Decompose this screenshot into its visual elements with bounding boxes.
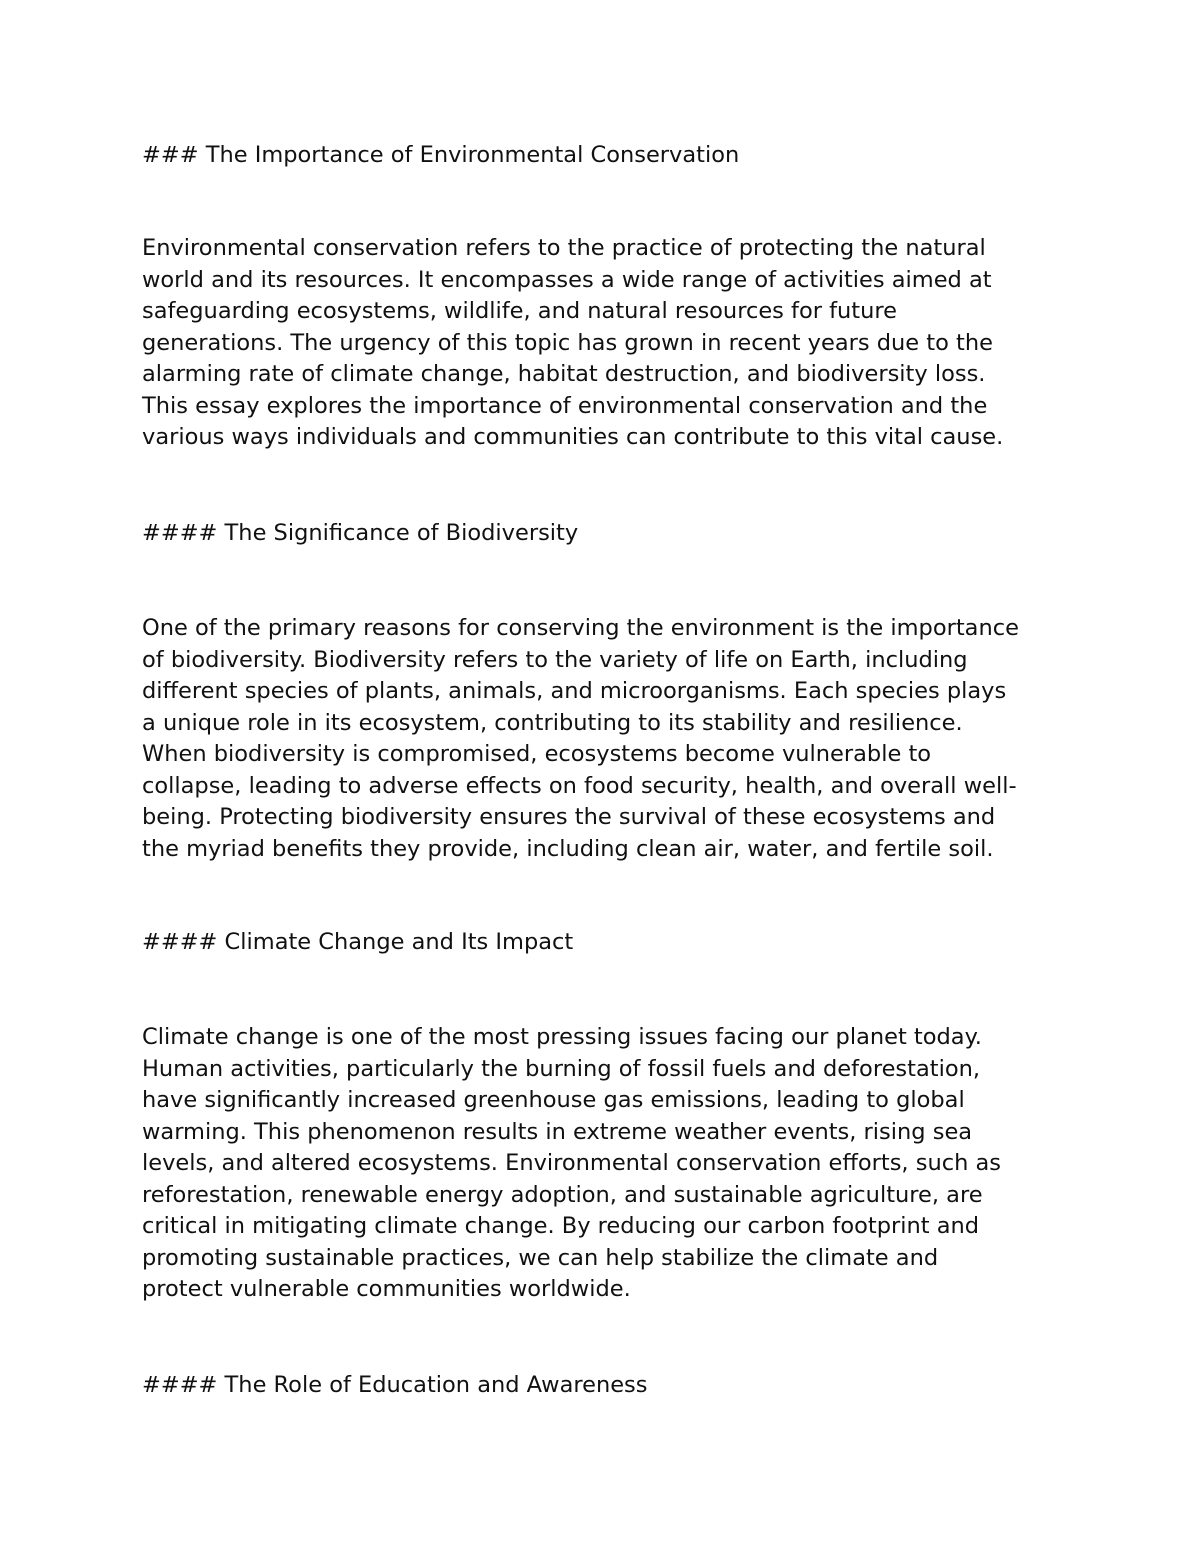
section-heading-biodiversity: #### The Significance of Biodiversity — [142, 520, 579, 546]
section-heading-importance: ### The Importance of Environmental Conservation — [142, 142, 740, 168]
biodiversity-paragraph: One of the primary reasons for conserving the environment is the importance of biodiversity. Biodiversity refers to the variety of life on Earth, including different species of plants, animals, and microorganisms. Each species plays a unique role in its ecosystem, contributing to its stability and resilience. When biodiversity is compromised, ecosystems become vulnerable to collapse, leading to adverse effects on food security, health, and overall well- being. Protecting biodiversity ensures the survival of these ecosystems and the myriad benefits they provide, including clean air, water, and fertile soil. — [142, 615, 1019, 862]
section-heading-climate-change: #### Climate Change and Its Impact — [142, 929, 574, 955]
climate-change-paragraph: Climate change is one of the most pressing issues facing our planet today. Human activities, particularly the burning of fossil fuels and deforestation, have significantly increased greenhouse gas emissions, leading to global warming. This phenomenon results in extreme weather events, rising sea levels, and altered ecosystems. Environmental conservation efforts, such as reforestation, renewable energy adoption, and sustainable agriculture, are critical in mitigating climate change. By reducing our carbon footprint and promoting sustainable practices, we can help stabilize the climate and protect vulnerable communities worldwide. — [142, 1024, 1002, 1302]
intro-paragraph: Environmental conservation refers to the practice of protecting the natural world and its resources. It encompasses a wide range of activities aimed at safeguarding ecosystems, wildlife, and natural resources for future generations. The urgency of this topic has grown in recent years due to the alarming rate of climate change, habitat destruction, and biodiversity loss. This essay explores the importance of environmental conservation and the various ways individuals and communities can contribute to this vital cause. — [142, 235, 1004, 450]
section-heading-education: #### The Role of Education and Awareness — [142, 1372, 648, 1398]
